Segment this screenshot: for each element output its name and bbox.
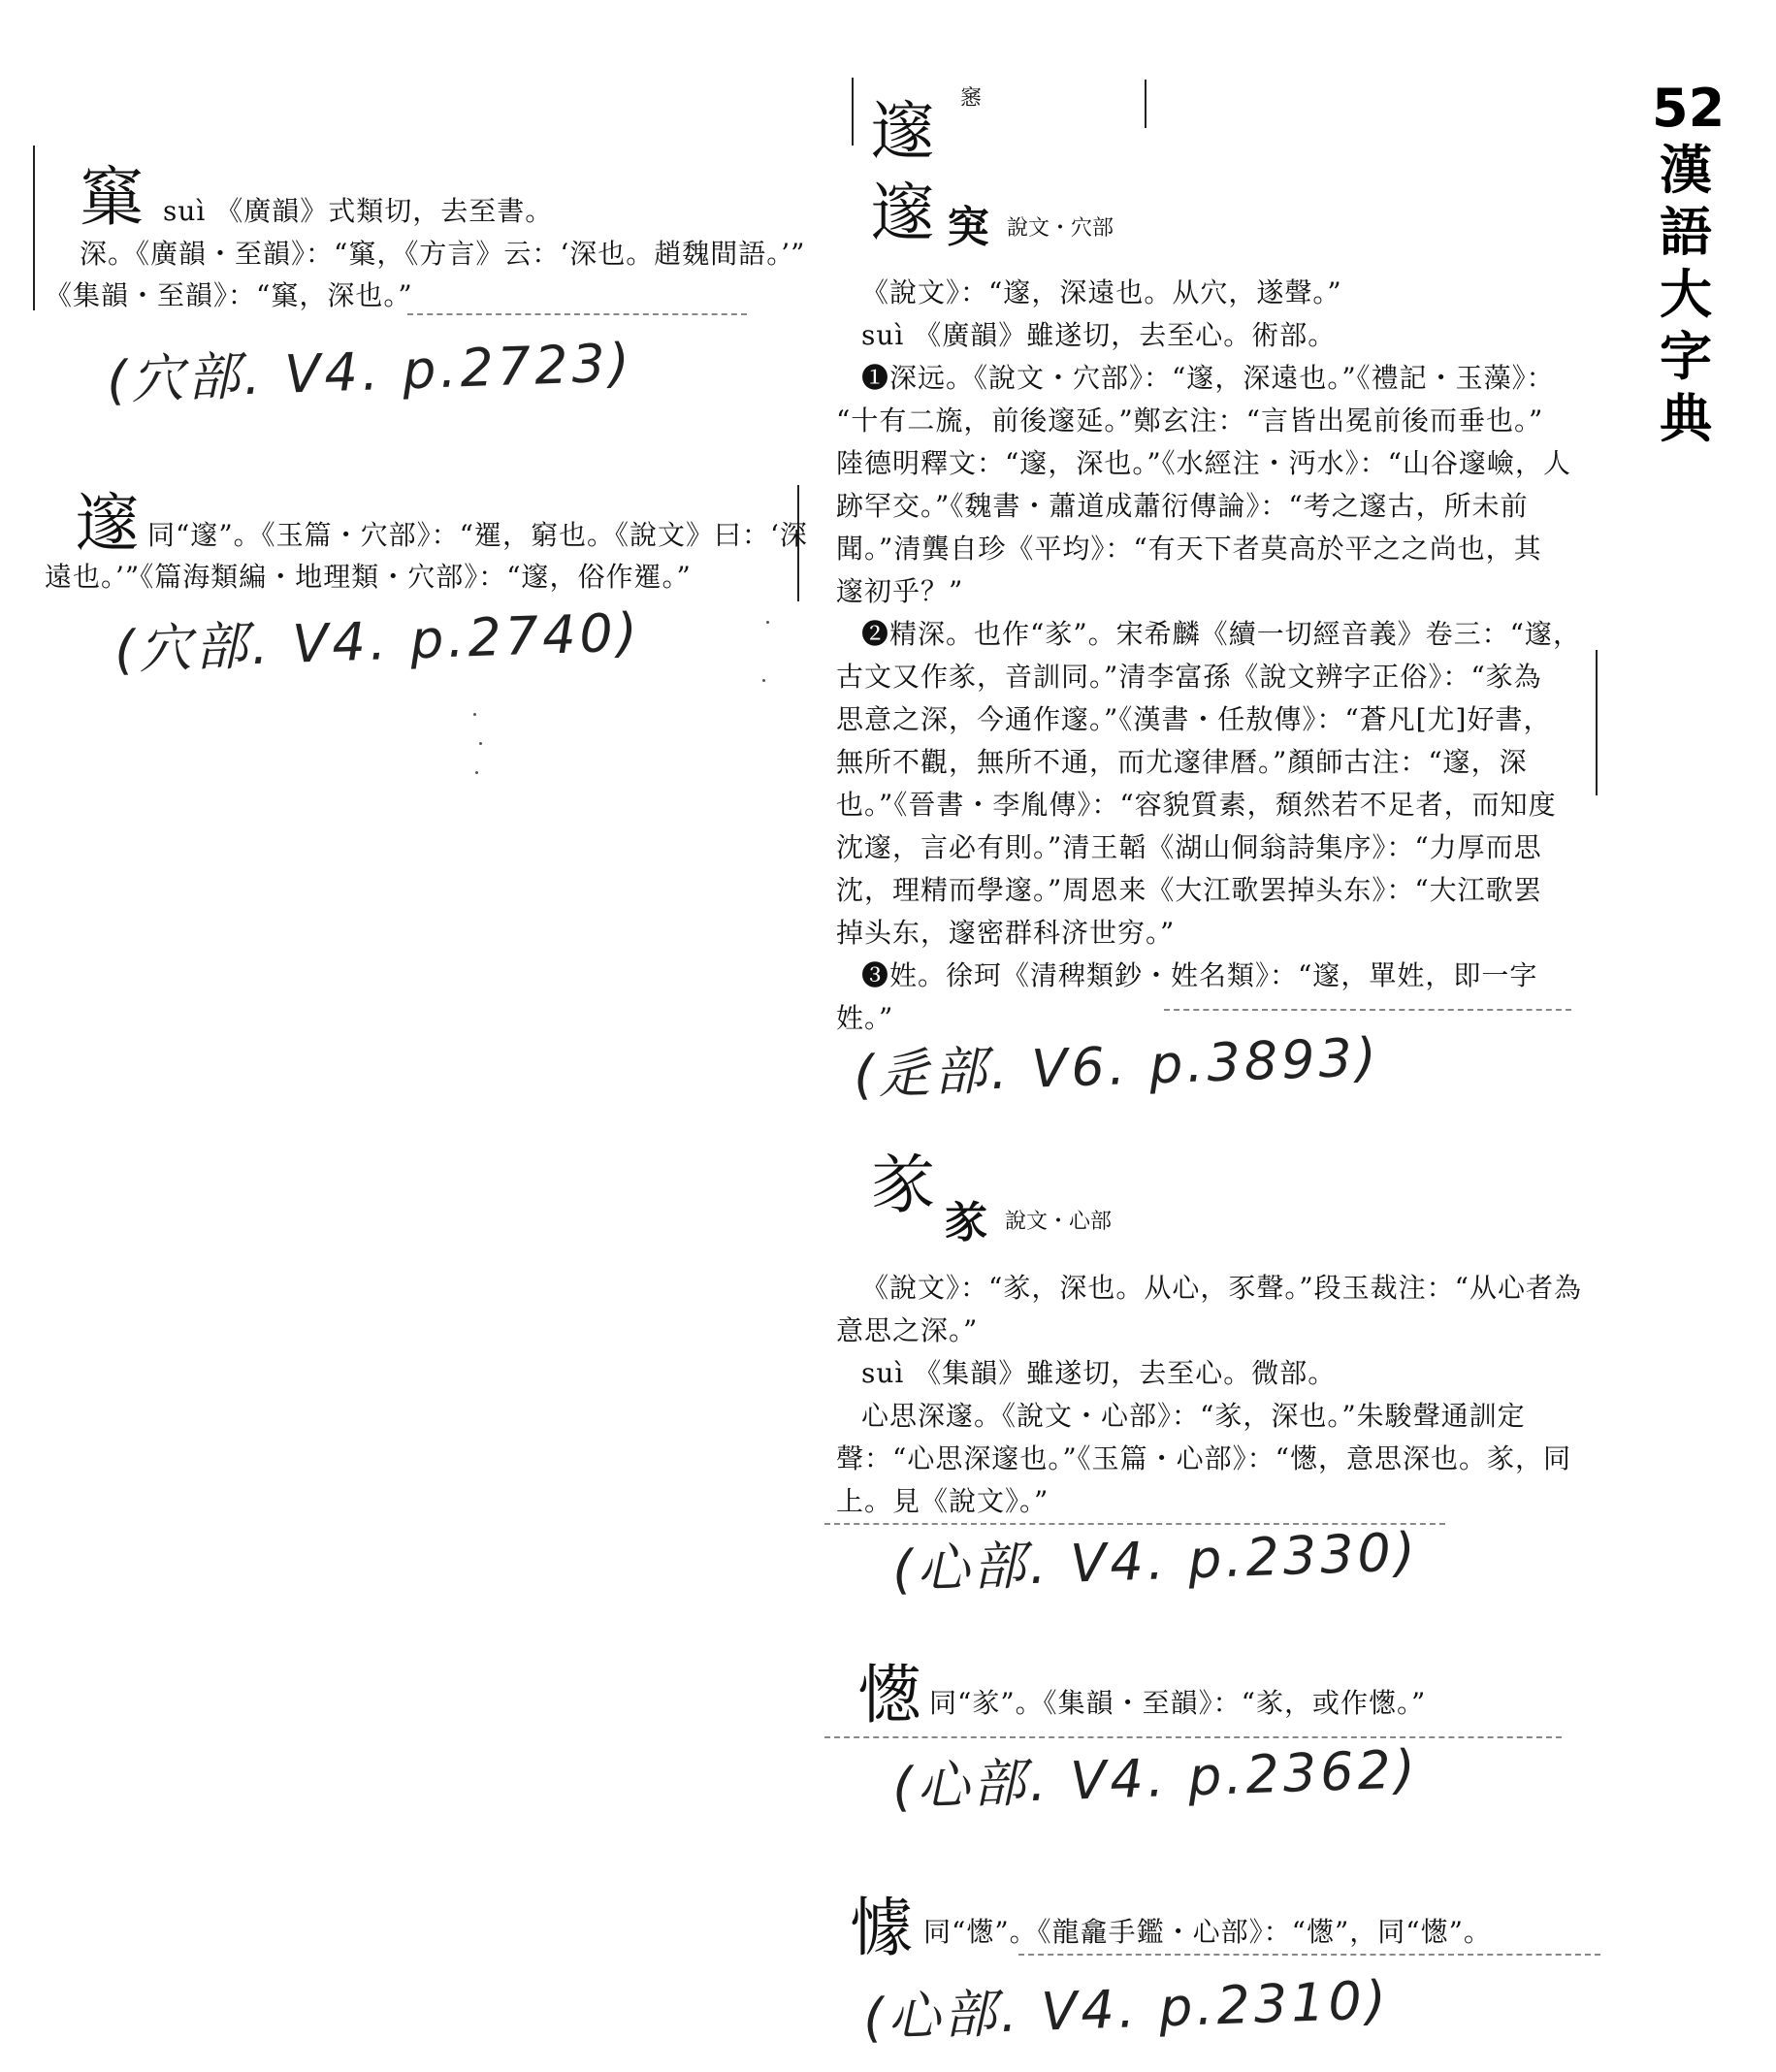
clip-border-line <box>852 78 854 146</box>
cut-line <box>1164 1009 1571 1011</box>
entry-line: 《集韻・至韻》：“窼，深也。” <box>45 279 413 311</box>
entry-line: 也。”《晉書・李胤傳》：“容貌質素，頹然若不足者，而知度 <box>836 789 1557 821</box>
source-label: 說文・心部 <box>1005 1210 1113 1234</box>
clip-border-line <box>33 146 35 310</box>
clip-border-line <box>1145 80 1146 128</box>
handwritten-note: (穴部. V4. p.2723) <box>106 332 634 411</box>
entry-line: 掉头东，邃密群科济世穷。” <box>836 917 1176 949</box>
entry-line: ❸姓。徐珂《清稗類鈔・姓名類》：“邃，單姓，即一字 <box>861 959 1538 991</box>
title-char-5: 典 <box>1660 388 1712 449</box>
entry-line: 《說文》：“邃，深遠也。从穴，遂聲。” <box>861 276 1342 308</box>
entry-headword-variant: 邃 <box>871 176 935 250</box>
entry-line: 上。見《說文》。” <box>836 1485 1049 1517</box>
entry-line: suì 《集韻》雖遂切，去至心。微部。 <box>861 1357 1337 1389</box>
handwritten-note: (心部. V4. p.2362) <box>891 1738 1420 1818</box>
seal-script-glyph: 㒸 <box>945 1198 987 1247</box>
dictionary-title-column <box>1652 78 1726 450</box>
source-label: 說文・穴部 <box>1007 216 1114 241</box>
cut-line <box>1018 1954 1600 1956</box>
small-variant-glyph: 窸 <box>960 86 983 111</box>
handwritten-note: (穴部. V4. p.2740) <box>113 601 642 681</box>
title-char-1: 漢 <box>1660 140 1712 201</box>
handwritten-note: (辵部. V6. p.3893) <box>853 1026 1381 1106</box>
scan-speck <box>766 621 769 624</box>
entry-line: 遠也。’”《篇海類編・地理類・穴部》：“邃，俗作𨗴。” <box>45 561 692 593</box>
entry-line: 姓。” <box>836 1002 894 1034</box>
title-char-3: 大 <box>1660 264 1712 325</box>
scan-speck <box>479 742 482 745</box>
entry-line: 聞。”清龔自珍《平均》：“有天下者莫高於平之之尚也，其 <box>836 533 1542 565</box>
title-char-2: 語 <box>1660 202 1712 263</box>
entry-headword: 邃 <box>76 486 140 561</box>
entry-headword: 憽 <box>857 1658 921 1732</box>
scan-speck <box>762 679 765 682</box>
entry-line: 同“憽”。《龍龕手鑑・心部》：“憽”，同“憽”。 <box>923 1916 1492 1948</box>
entry-headword: 窼 <box>80 160 144 235</box>
title-char-4: 字 <box>1660 326 1712 387</box>
entry-line: 《說文》：“㒸，深也。从心，豕聲。”段玉裁注：“从心者為 <box>861 1272 1582 1304</box>
entry-line: 古文又作㒸，音訓同。”清李富孫《說文辨字正俗》：“㒸為 <box>836 661 1542 693</box>
cut-line <box>407 313 747 315</box>
entry-line: 心思深邃。《說文・心部》：“㒸，深也。”朱駿聲通訓定 <box>861 1400 1526 1432</box>
entry-line: 聲：“心思深邃也。”《玉篇・心部》：“憽，意思深也。㒸，同 <box>836 1442 1571 1474</box>
entry-line: ❷精深。也作“㒸”。宋希麟《續一切經音義》卷三：“邃， <box>861 618 1581 650</box>
entry-line: 深。《廣韻・至韻》：“窼，《方言》云：‘深也。趙魏間語。’” <box>80 238 806 270</box>
clip-border-line <box>1596 650 1598 795</box>
entry-line: suì 《廣韻》式類切，去至書。 <box>163 195 554 227</box>
entry-headword: 㒸 <box>871 1148 935 1222</box>
entry-headword: 懅 <box>850 1891 914 1965</box>
entry-line: ❶深远。《說文・穴部》：“邃，深遠也。”《禮記・玉藻》： <box>861 362 1555 394</box>
entry-headword: 邃 <box>871 94 935 169</box>
entry-line: 思意之深，今通作邃。”《漢書・任敖傳》：“蒼凡[尤]好書， <box>836 703 1552 735</box>
seal-script-glyph: 䆕 <box>947 203 989 252</box>
scan-speck <box>473 713 476 716</box>
entry-line: 邃初乎？” <box>836 575 964 607</box>
handwritten-note: (心部. V4. p.2330) <box>891 1521 1420 1601</box>
entry-line: 同“邃”。《玉篇・穴部》：“𨗴，窮也。《說文》曰：‘深 <box>147 519 808 551</box>
entry-line: 意思之深。” <box>836 1314 979 1346</box>
page-number: 52 <box>1652 78 1726 139</box>
entry-line: 同“㒸”。《集韻・至韻》：“㒸，或作憽。” <box>929 1687 1427 1719</box>
entry-line: “十有二旒，前後邃延。”鄭玄注：“言皆出冕前後而垂也。” <box>836 405 1544 437</box>
entry-line: 沈，理精而學邃。”周恩来《大江歌罢掉头东》：“大江歌罢 <box>836 874 1542 906</box>
handwritten-note: (心部. V4. p.2310) <box>862 1969 1391 2049</box>
entry-line: suì 《廣韻》雖遂切，去至心。術部。 <box>861 319 1337 351</box>
scan-speck <box>475 771 478 774</box>
entry-line: 沈邃，言必有則。”清王韜《湖山侗翁詩集序》：“力厚而思 <box>836 831 1542 863</box>
entry-line: 陸德明釋文：“邃，深也。”《水經注・沔水》：“山谷邃嶮，人 <box>836 447 1571 479</box>
entry-line: 跡罕交。”《魏書・蕭道成蕭衍傳論》：“考之邃古，所未前 <box>836 490 1529 522</box>
entry-line: 無所不觀，無所不通，而尤邃律曆。”顏師古注：“邃，深 <box>836 746 1528 778</box>
